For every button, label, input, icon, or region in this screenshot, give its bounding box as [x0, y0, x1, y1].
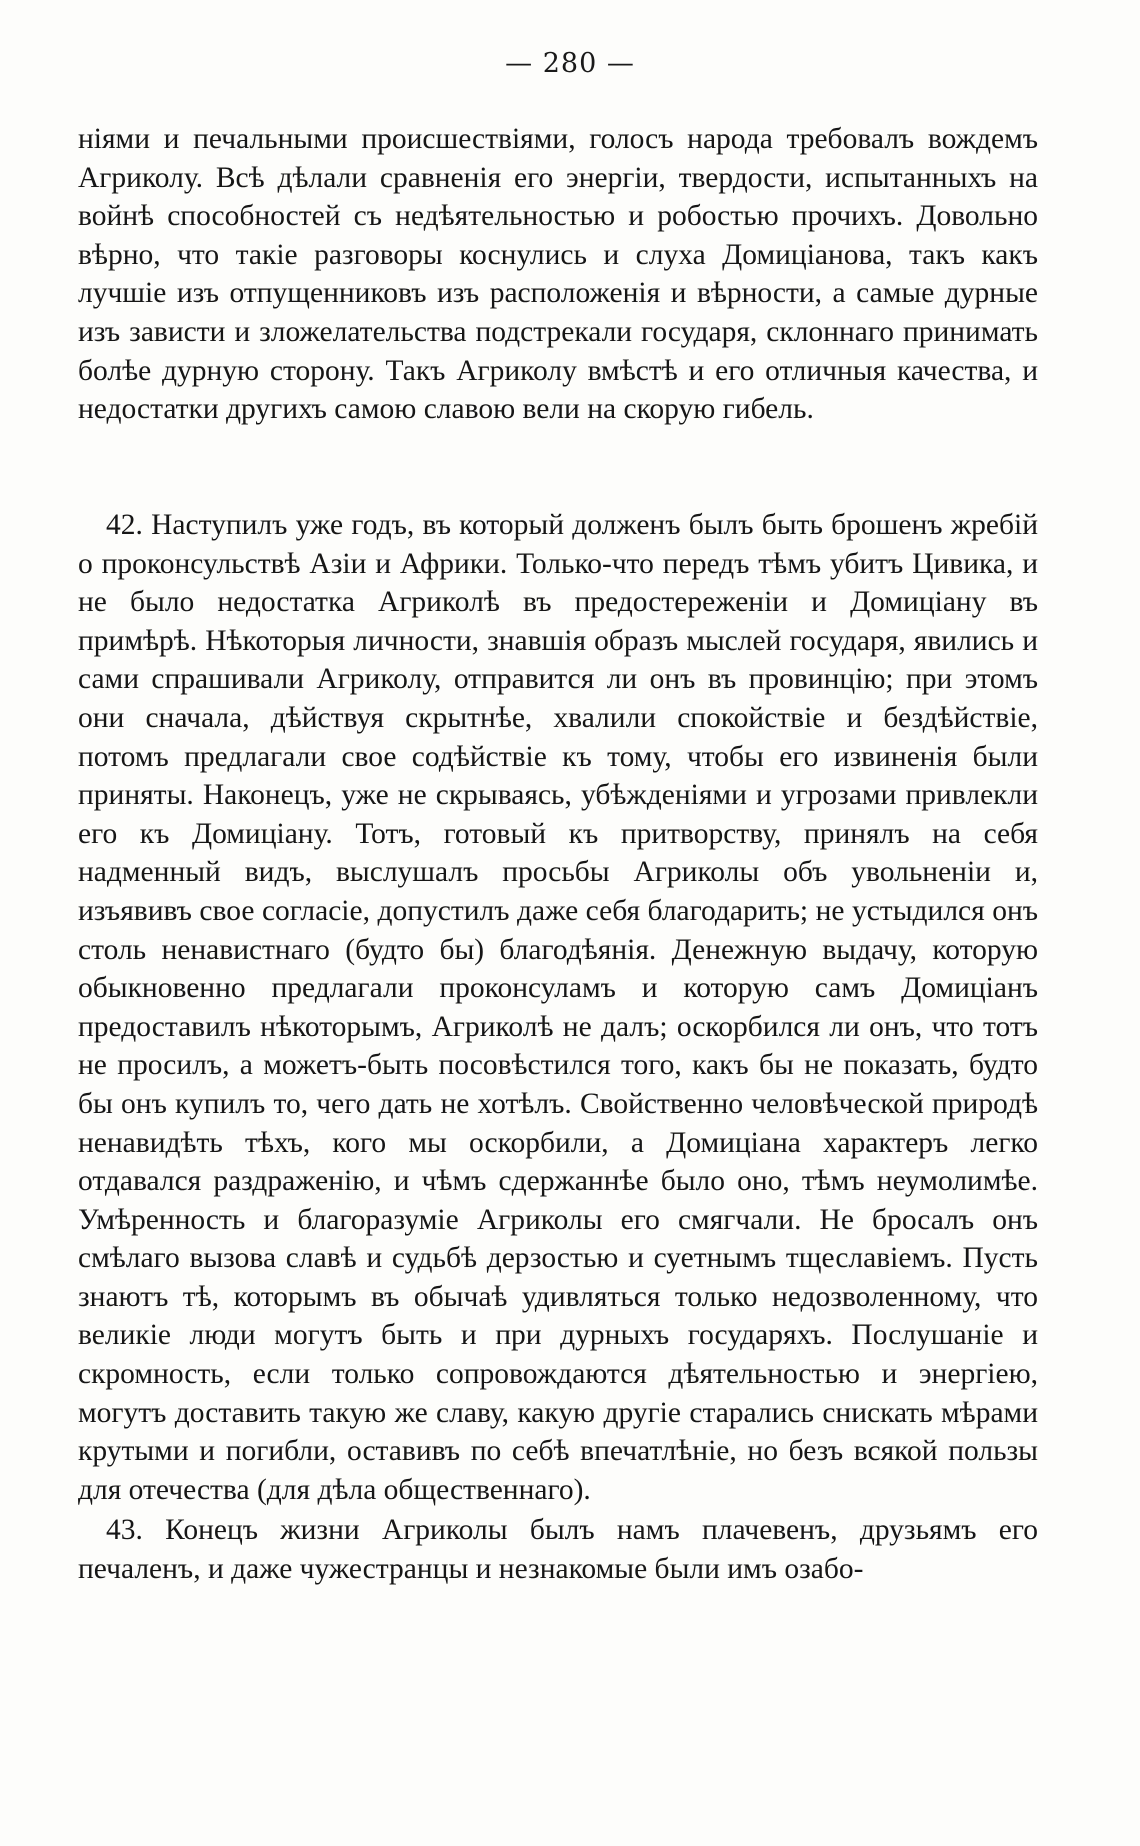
paragraph-43: 43. Конецъ жизни Агриколы былъ намъ плачевенъ, друзьямъ его печаленъ, и даже чужестранцы и незнакомые были имъ озабо- — [78, 1514, 1038, 1586]
paragraph-continuation — [78, 120, 1038, 429]
paragraph-text: ніями и печальными происшествіями, голосъ народа требовалъ вождемъ Агриколу. Всѣ дѣлали сравненія его энергіи, твердости, испытанныхъ на войнѣ способностей съ недѣятельностью и робостью прочихъ. Довольно вѣрно, что такіе разговоры коснулись и слуха Домиціанова, такъ какъ лучшіе изъ отпущенниковъ изъ расположенія и вѣрности, а самые дурные изъ зависти и зложелательства подстрекали государя, склоннаго принимать болѣе дурную сторону. Такъ Агриколу вмѣстѣ и его отличныя качества, и недостатки другихъ самою славою вели на скорую гибель. — [78, 123, 1038, 426]
paragraph-42 — [78, 506, 1038, 1589]
page-number: — 280 — — [505, 48, 635, 79]
paragraph-text: 42. Наступилъ уже годъ, въ который долженъ былъ быть брошенъ жребій о проконсульствѣ Азіи и Африки. Только-что передъ тѣмъ убитъ Цивика, и не было недостатка Агриколѣ въ предостереженіи и Домиціану въ примѣрѣ. Нѣкоторыя личности, знавшія образъ мыслей государя, явились и сами спрашивали Агриколу, отправится ли онъ въ провинцію; при этомъ они сначала, дѣйствуя скрытнѣе, хвалили спокойствіе и бездѣйствіе, потомъ предлагали свое содѣйствіе къ тому, чтобы его извиненія были приняты. Наконецъ, уже не скрываясь, убѣжденіями и угрозами привлекли его къ Домиціану. Тотъ, готовый къ притворству, принялъ на себя надменный видъ, выслушалъ просьбы Агриколы объ увольненіи и, изъявивъ свое согласіе, допустилъ даже себя благодарить; не устыдился онъ столь ненавистнаго (будто бы) благодѣянія. Денежную выдачу, которую обыкновенно предлагали проконсуламъ и которую самъ Домиціанъ предоставилъ нѣкоторымъ, Агриколѣ не далъ; оскорбился ли онъ, что тотъ не просилъ, а можетъ-быть посовѣстился того, какъ бы не показать, будто бы онъ купилъ то, чего дать не хотѣлъ. Свойственно человѣческой природѣ ненавидѣть тѣхъ, кого мы оскорбили, а Домиціана характеръ легко отдавался раздраженію, и чѣмъ сдержаннѣе было оно, тѣмъ неумолимѣе. Умѣренность и благоразуміе Агриколы его смягчали. Не бросалъ онъ смѣлаго вызова славѣ и судьбѣ дерзостью и суетнымъ тщеславіемъ. Пусть знаютъ тѣ, которымъ въ обычаѣ удивляться только недозволенному, что великіе люди могутъ быть и при дурныхъ государяхъ. Послушаніе и скромность, если только сопровождаются дѣятельностью и энергіею, могутъ доставить такую же славу, какую другіе старались снискать мѣрами крутыми и погибли, оставивъ по себѣ впечатлѣніе, но безъ всякой пользы для отечества (для дѣла общественнаго). — [78, 509, 1038, 1506]
